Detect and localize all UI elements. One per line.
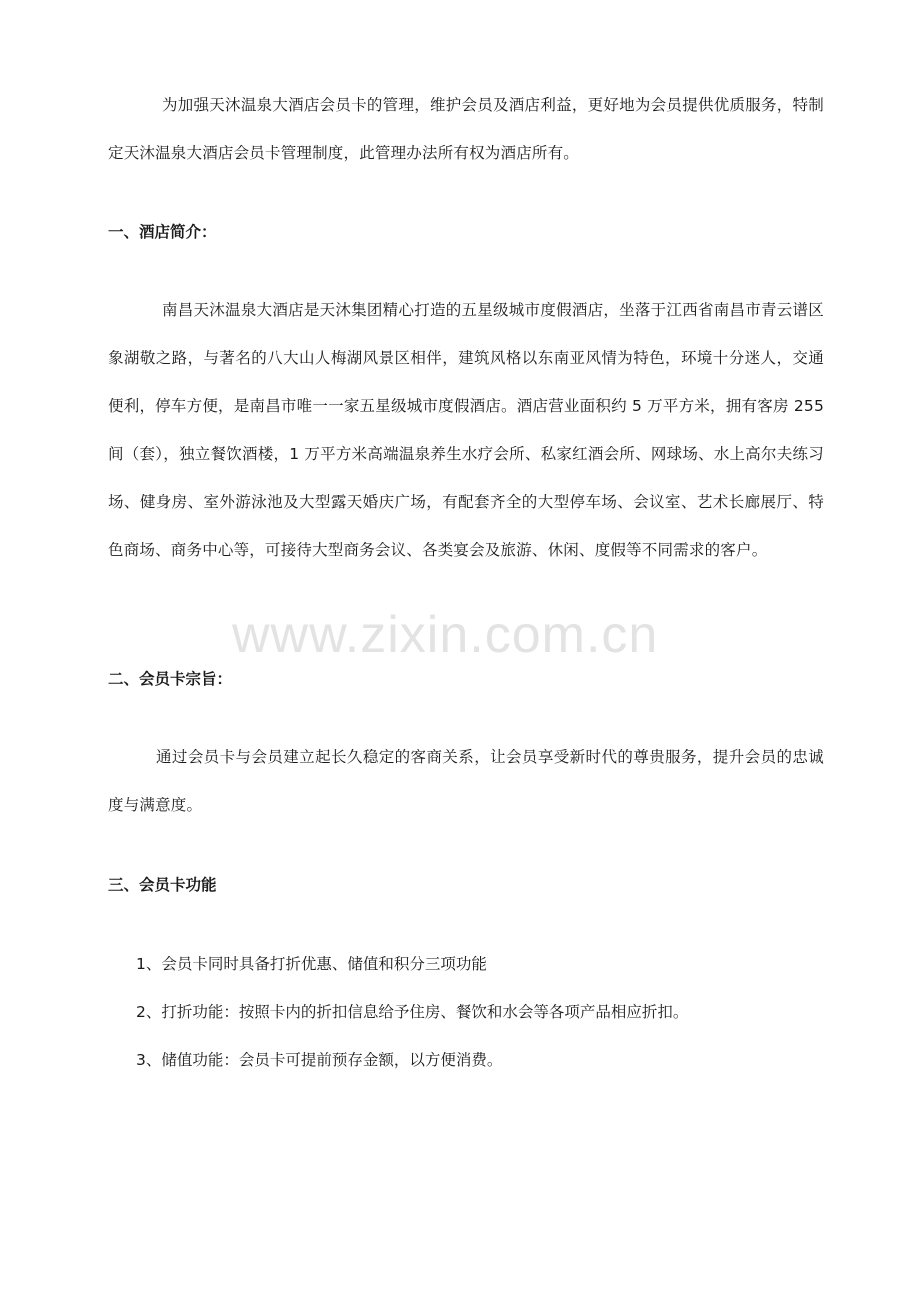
intro-paragraph: 为加强天沐温泉大酒店会员卡的管理，维护会员及酒店利益，更好地为会员提供优质服务，特制定天沐温泉大酒店会员卡管理制度，此管理办法所有权为酒店所有。 xyxy=(108,96,824,162)
section-heading-card-purpose: 二、会员卡宗旨： xyxy=(108,670,233,688)
hotel-intro-paragraph: 南昌天沐温泉大酒店是天沐集团精心打造的五星级城市度假酒店，坐落于江西省南昌市青云谱区象湖敬之路，与著名的八大山人梅湖风景区相伴，建筑风格以东南亚风情为特色，环境十分迷人，交通便利，停车方便，是南昌市唯一一家五星级城市度假酒店。酒店营业面积约 5 万平方米，拥有客房 255 间（套），独立餐饮酒楼，1 万平方米高端温泉养生水疗会所、私家红酒会所、网球场、水上高尔夫练习场、健身房、室外游泳池及大型露天婚庆广场，有配套齐全的大型停车场、会议室、艺术长廊展厅、特色商场、商务中心等，可接待大型商务会议、各类宴会及旅游、休闲、度假等不同需求的客户。 xyxy=(108,301,824,559)
section-heading-card-functions: 三、会员卡功能 xyxy=(108,876,217,894)
function-list-item: 1、会员卡同时具备打折优惠、储值和积分三项功能 xyxy=(136,955,487,973)
function-list-item: 2、打折功能：按照卡内的折扣信息给予住房、餐饮和水会等各项产品相应折扣。 xyxy=(136,1003,689,1021)
watermark: www.zixin.com.cn xyxy=(232,606,659,664)
section-heading-hotel-intro: 一、酒店简介： xyxy=(108,223,217,241)
card-purpose-paragraph: 通过会员卡与会员建立起长久稳定的客商关系，让会员享受新时代的尊贵服务，提升会员的忠诚度与满意度。 xyxy=(108,748,824,814)
function-list-item: 3、储值功能：会员卡可提前预存金额，以方便消费。 xyxy=(136,1051,503,1069)
